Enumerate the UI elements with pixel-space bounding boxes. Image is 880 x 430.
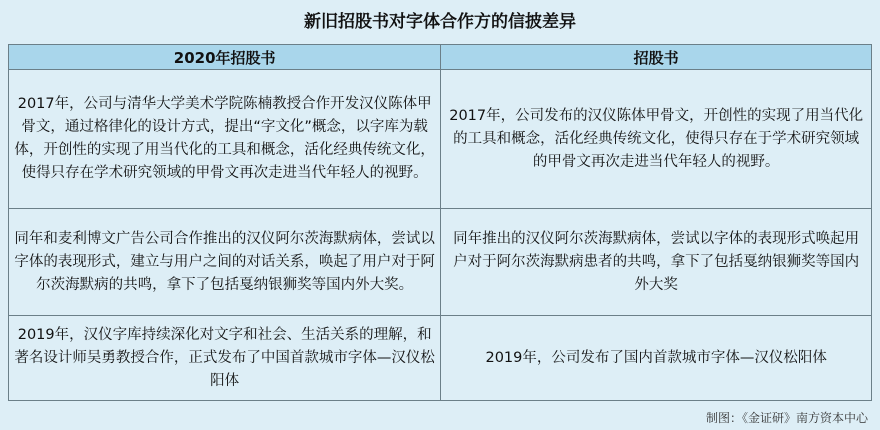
cell-2020-prospectus: 2019年，汉仪字库持续深化对文字和社会、生活关系的理解，和著名设计师吴勇教授合作，正式发布了中国首款城市字体—汉仪松阳体 <box>9 316 441 401</box>
table-row <box>9 209 872 316</box>
table-row <box>9 70 872 209</box>
header-prospectus: 招股书 <box>441 45 872 70</box>
cell-prospectus: 同年推出的汉仪阿尔茨海默病体，尝试以字体的表现形式唤起用户对于阿尔茨海默病患者的共鸣，拿下了包括戛纳银狮奖等国内外大奖 <box>441 209 872 316</box>
header-2020-prospectus: 2020年招股书 <box>9 45 441 70</box>
comparison-table <box>8 44 872 401</box>
table-row <box>9 316 872 401</box>
cell-2020-prospectus: 同年和麦利博文广告公司合作推出的汉仪阿尔茨海默病体，尝试以字体的表现形式，建立与用户之间的对话关系，唤起了用户对于阿尔茨海默病的共鸣，拿下了包括戛纳银狮奖等国内外大奖。 <box>9 209 441 316</box>
cell-prospectus: 2019年，公司发布了国内首款城市字体—汉仪松阳体 <box>441 316 872 401</box>
page-title: 新旧招股书对字体合作方的信披差异 <box>304 12 576 32</box>
cell-2020-prospectus: 2017年，公司与清华大学美术学院陈楠教授合作开发汉仪陈体甲骨文，通过格律化的设计方式，提出“字文化”概念，以字库为载体，开创性的实现了用当代化的工具和概念，活化经典传统文化，使得只存在学术研究领域的甲骨文再次走进当代年轻人的视野。 <box>9 70 441 209</box>
table-header-row <box>9 45 872 70</box>
source-credit: 制图：《金证研》南方资本中心 <box>705 411 868 425</box>
cell-prospectus: 2017年，公司发布的汉仪陈体甲骨文，开创性的实现了用当代化的工具和概念，活化经典传统文化，使得只存在于学术研究领域的甲骨文再次走进当代年轻人的视野。 <box>441 70 872 209</box>
